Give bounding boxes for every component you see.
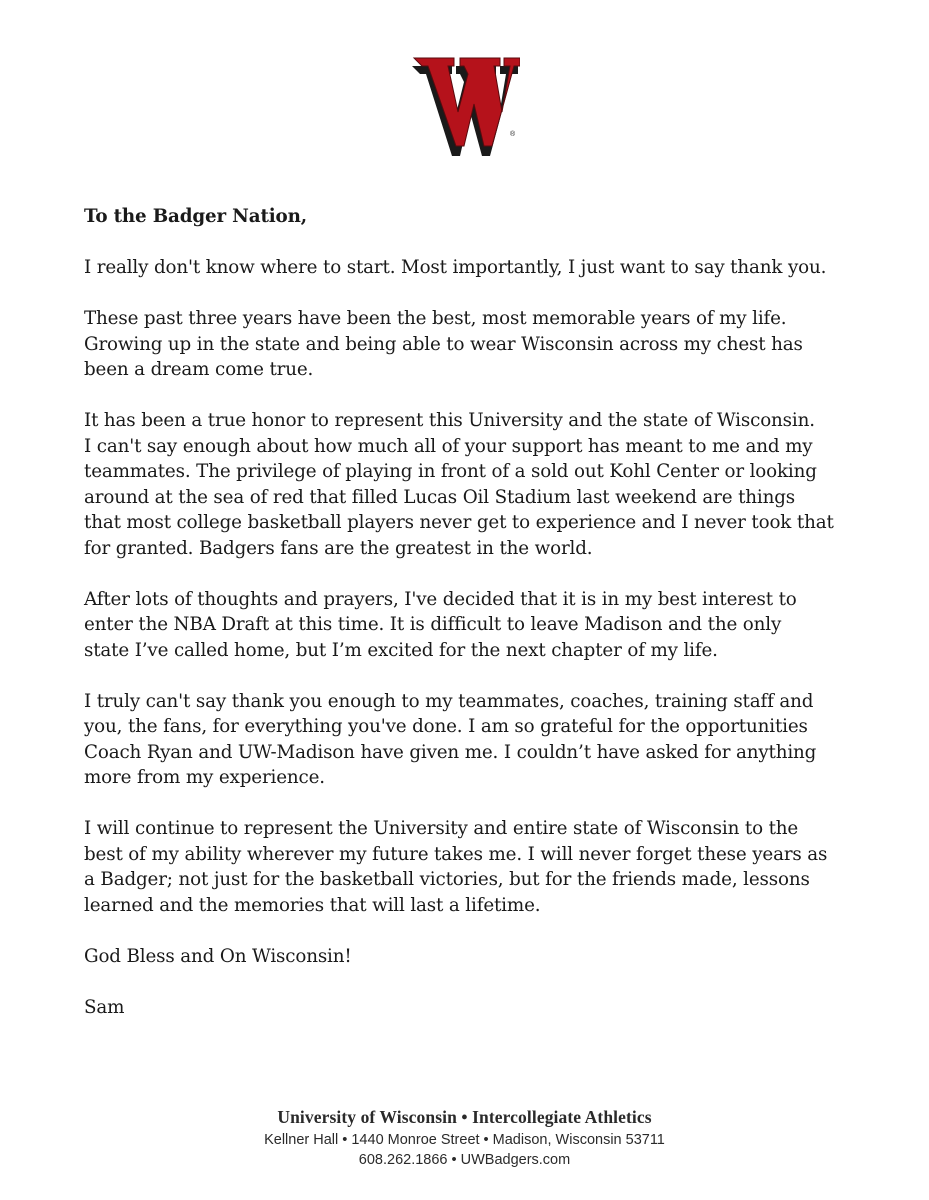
paragraph-1: I really don't know where to start. Most importantly, I just want to say thank you.	[84, 257, 827, 278]
motion-w-logo-icon	[408, 52, 520, 158]
signature: Sam	[84, 996, 125, 1018]
letter-body	[84, 204, 884, 1020]
paragraph-6: I will continue to represent the University and entire state of Wisconsin to the best of my ability wherever my future takes me. I will never forget these years as a Badger; not just for the basketball victories, but for the friends made, lessons learned and the memories that will last a lifetime.	[84, 818, 828, 916]
footer-address: Kellner Hall • 1440 Monroe Street • Madison, Wisconsin 53711	[264, 1132, 665, 1148]
closing-line: God Bless and On Wisconsin!	[84, 945, 352, 967]
salutation: To the Badger Nation,	[84, 206, 307, 227]
paragraph-3: It has been a true honor to represent this University and the state of Wisconsin. I can't say enough about how much all of your support has meant to me and my teammates. The privilege of playing in front of a sold out Kohl Center or looking around at the sea of red that filled Lucas Oil Stadium last weekend are things that most college basketball players never get to experience and I never took that for granted. Badgers fans are the greatest in the world.	[84, 410, 834, 559]
paragraph-4: After lots of thoughts and prayers, I've decided that it is in my best interest to enter the NBA Draft at this time. It is difficult to leave Madison and the only state I’ve called home, but I’m excited for the next chapter of my life.	[84, 588, 797, 661]
footer-contact: 608.262.1866 • UWBadgers.com	[358, 1152, 571, 1168]
letterhead-footer	[0, 1104, 929, 1170]
paragraph-5: I truly can't say thank you enough to my teammates, coaches, training staff and you, the fans, for everything you've done. I am so grateful for the opportunities Coach Ryan and UW-Madison have given me. I couldn’t have asked for anything more from my experience.	[84, 690, 817, 788]
paragraph-2: These past three years have been the best, most memorable years of my life. Growing up in the state and being able to wear Wisconsin across my chest has been a dream come true.	[84, 308, 803, 380]
svg-text:®: ®	[510, 131, 516, 138]
footer-title: University of Wisconsin • Intercollegiate Athletics	[277, 1107, 652, 1127]
